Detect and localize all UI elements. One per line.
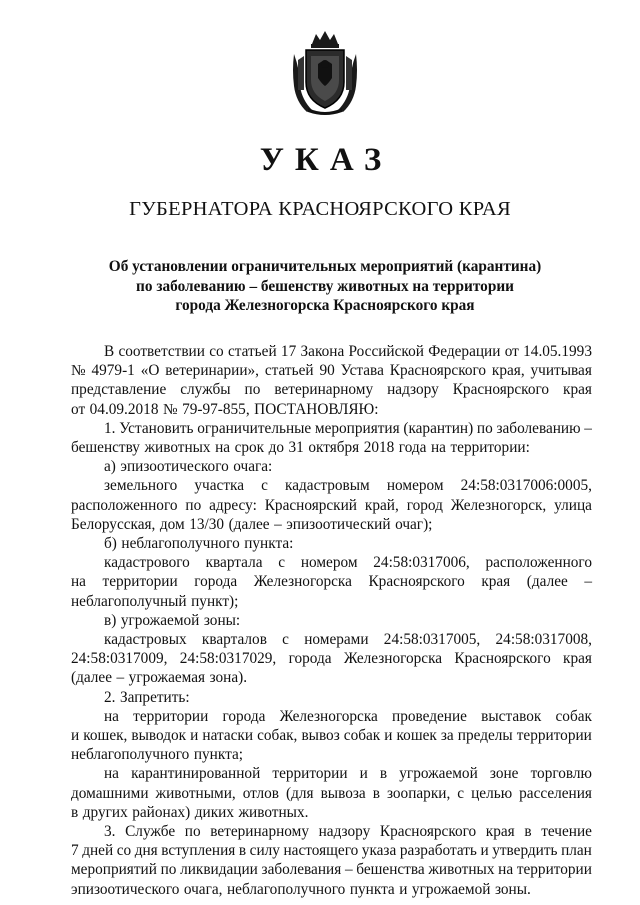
body-line: кадастровых кварталов с номерами 24:58:0317005, 24:58:0317008, — [104, 631, 592, 649]
body-line: а) эпизоотического очага: — [104, 458, 273, 476]
body-line: (далее – угрожаемая зона). — [71, 669, 248, 687]
body-line: 3. Службе по ветеринарному надзору Красноярского края в течение — [104, 823, 592, 841]
body-line: кадастрового квартала с номером 24:58:0317006, расположенного — [104, 554, 592, 572]
body-line: 1. Установить ограничительные мероприятия (карантин) по заболеванию – — [104, 419, 592, 437]
body-line: от 04.09.2018 № 79-97-855, ПОСТАНОВЛЯЮ: — [71, 400, 379, 418]
body-line: расположенного по адресу: Красноярский край, город Железногорск, улица — [71, 496, 592, 514]
body-line: б) неблагополучного пункта: — [104, 535, 294, 553]
body-line: В соответствии со статьей 17 Закона Российской Федерации от 14.05.1993 — [104, 343, 592, 360]
body-line: земельного участка с кадастровым номером 24:58:0317006:0005, — [104, 477, 592, 495]
body-line: бешенству животных на срок до 31 октября 2018 года на территории: — [71, 439, 530, 457]
subject-line: по заболеванию – бешенству животных на территории — [136, 277, 514, 295]
body-line: и кошек, выводок и натаски собак, вывоз собак и кошек за пределы территории — [71, 727, 592, 745]
decree-title: УКАЗ — [259, 142, 393, 178]
body-line: мероприятий по ликвидации заболевания – бешенства животных на территории — [71, 861, 592, 879]
body-line: представление службы по ветеринарному надзору Красноярского края — [71, 381, 592, 399]
body-line: на территории города Железногорска проведение выставок собак — [104, 707, 592, 725]
body-line: в других районах) диких животных. — [71, 803, 309, 821]
coat-of-arms-icon — [290, 30, 360, 116]
body-line: в) угрожаемой зоны: — [104, 611, 241, 629]
subject-line: Об установлении ограничительных мероприятий (карантина) — [108, 258, 542, 275]
body-line: Белорусская, дом 13/30 (далее – эпизоотический очаг); — [71, 515, 433, 533]
issuer-title: ГУБЕРНАТОРА КРАСНОЯРСКОГО КРАЯ — [129, 198, 511, 220]
body-line: № 4979-1 «О ветеринарии», статьей 90 Устава Красноярского края, учитывая — [71, 362, 592, 380]
decree-body — [71, 342, 592, 899]
decree-subject — [90, 257, 560, 316]
body-line: неблагополучного пункта; — [71, 746, 243, 764]
body-line: на карантинированной территории и в угрожаемой зоне торговлю — [104, 765, 592, 783]
body-line: эпизоотического очага, неблагополучного пункта и угрожаемой зоны. — [71, 880, 531, 898]
body-line: 7 дней со дня вступления в силу настоящего указа разработать и утвердить план — [71, 842, 592, 860]
body-line: 2. Запретить: — [104, 688, 190, 706]
body-line: 24:58:0317009, 24:58:0317029, города Железногорска Красноярского края — [71, 650, 592, 668]
body-line: неблагополучный пункт); — [71, 592, 239, 610]
body-line: домашними животными, отлов (для вывоза в зоопарки, с целью расселения — [71, 784, 592, 802]
subject-line: города Железногорска Красноярского края — [175, 297, 475, 314]
body-line: на территории города Железногорска Красноярского края (далее – — [71, 573, 592, 591]
